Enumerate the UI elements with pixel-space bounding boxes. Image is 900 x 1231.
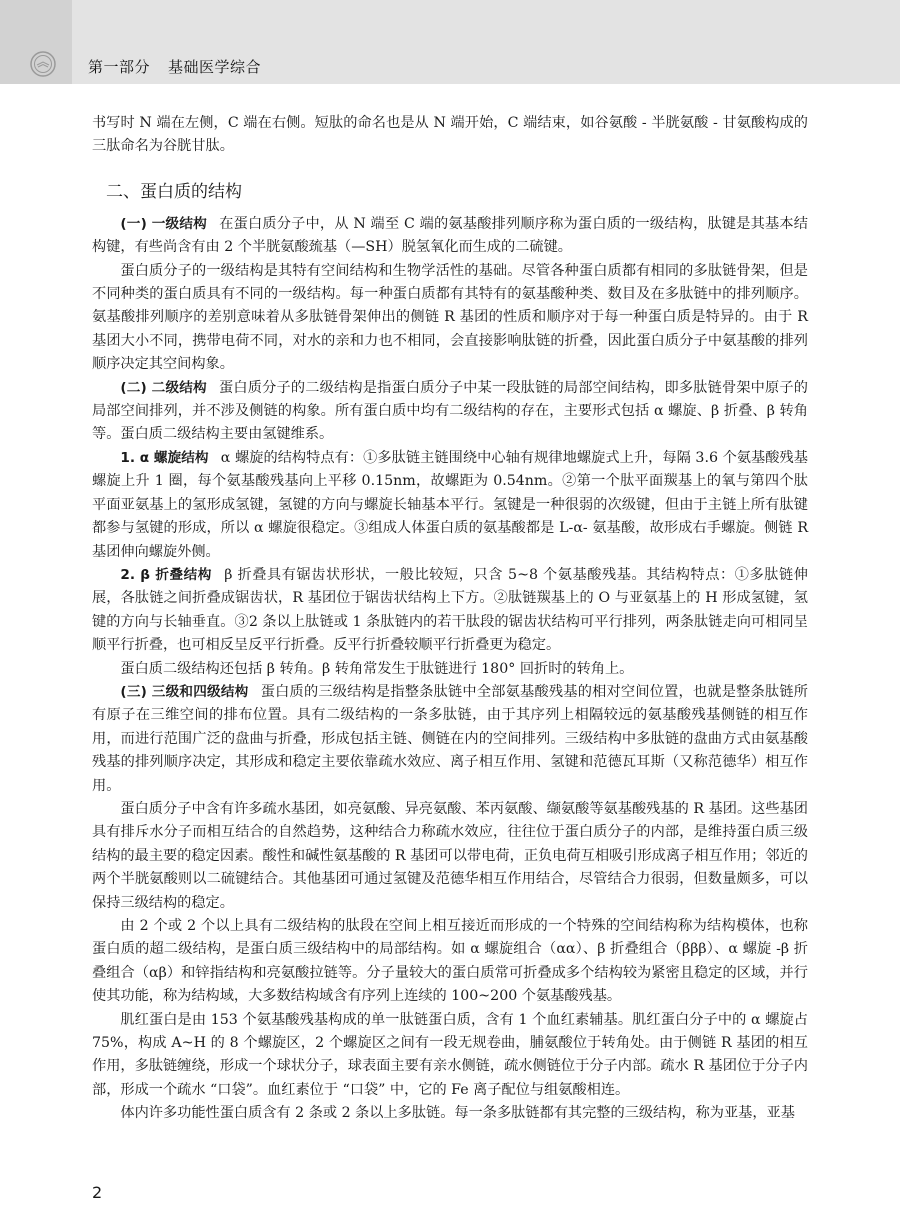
tertiary-structure-heading: (三) 三级和四级结构	[120, 683, 249, 700]
section-heading: 二、蛋白质的结构	[106, 181, 242, 202]
secondary-structure-text: 蛋白质分子的二级结构是指蛋白质分子中某一段肽链的局部空间结构，即多肽链骨架中原子的局部空间排列，并不涉及侧链的构象。所有蛋白质中均有二级结构的存在，主要形式包括 α 螺旋、β 折叠、β 转角等。蛋白质二级结构主要由氢键维系。	[92, 379, 808, 443]
tertiary-structure-paragraph	[92, 681, 808, 798]
main-content	[92, 112, 808, 1126]
alpha-helix-paragraph	[92, 447, 808, 564]
primary-structure-heading: (一) 一级结构	[120, 215, 207, 232]
beta-turn-paragraph: 蛋白质二级结构还包括 β 转角。β 转角常发生于肽链进行 180° 回折时的转角上。	[120, 660, 634, 677]
section-label: 基础医学综合	[168, 58, 262, 76]
secondary-structure-paragraph	[92, 377, 808, 447]
book-logo-icon	[30, 51, 56, 77]
hydrophobic-paragraph: 蛋白质分子中含有许多疏水基团，如亮氨酸、异亮氨酸、苯丙氨酸、缬氨酸等氨基酸残基的 R 基团。这些基团具有排斥水分子而相互结合的自然趋势，这种结合力称疏水效应，往往位于蛋白质分子的内部，是维持蛋白质三级结构的最主要的稳定因素。酸性和碱性氨基酸的 R 基团可以带电荷，正负电荷互相吸引形成离子相互作用；邻近的两个半胱氨酸则以二硫键结合。其他基团可通过氢键及范德华相互作用结合，尽管结合力很弱，但数量颇多，可以保持三级结构的稳定。	[92, 800, 808, 911]
beta-sheet-paragraph	[92, 564, 808, 658]
part-label: 第一部分	[88, 58, 151, 76]
intro-paragraph: 书写时 N 端在左侧，C 端在右侧。短肽的命名也是从 N 端开始，C 端结束，如谷氨酸 - 半胱氨酸 - 甘氨酸构成的三肽命名为谷胱甘肽。	[92, 115, 808, 155]
running-header	[88, 56, 261, 77]
secondary-structure-heading: (二) 二级结构	[120, 379, 207, 396]
alpha-helix-heading: 1. α 螺旋结构	[120, 449, 209, 466]
alpha-helix-text: α 螺旋的结构特点有：①多肽链主链围绕中心轴有规律地螺旋式上升，每隔 3.6 个氨基酸残基螺旋上升 1 圈，每个氨基酸残基向上平移 0.15nm，故螺距为 0.54nm。②第一个肽平面羰基上的氧与第四个肽平面亚氨基上的氢形成氢键，氢键的方向与螺旋长轴基本平行。氢键是一种很弱的次级键，但由于主链上所有肽键都参与氢键的形成，所以 α 螺旋很稳定。③组成人体蛋白质的氨基酸都是 L-α- 氨基酸，故形成右手螺旋。侧链 R 基团伸向螺旋外侧。	[92, 449, 808, 560]
primary-structure-text: 在蛋白质分子中，从 N 端至 C 端的氨基酸排列顺序称为蛋白质的一级结构，肽键是其基本结构键，有些尚含有由 2 个半胱氨酸巯基（—SH）脱氢氧化而生成的二硫键。	[92, 215, 808, 256]
primary-structure-paragraph-2: 蛋白质分子的一级结构是其特有空间结构和生物学活性的基础。尽管各种蛋白质都有相同的多肽链骨架，但是不同种类的蛋白质具有不同的一级结构。每一种蛋白质都有其特有的氨基酸种类、数目及在多肽链中的排列顺序。氨基酸排列顺序的差别意味着从多肽链骨架伸出的侧链 R 基团的性质和顺序对于每一种蛋白质是特异的。由于 R 基团大小不同，携带电荷不同，对水的亲和力也不相同，会直接影响肽链的折叠，因此蛋白质分子中氨基酸的排列顺序决定其空间构象。	[92, 262, 808, 373]
beta-sheet-text: β 折叠具有锯齿状形状，一般比较短，只含 5~8 个氨基酸残基。其结构特点：①多肽链伸展，各肽链之间折叠成锯齿状，R 基团位于锯齿状结构上下方。②肽链羰基上的 O 与亚氨基上的 H 形成氢键，氢键的方向与长轴垂直。③2 条以上肽链或 1 条肽链内的若干肽段的锯齿状结构可平行排列，两条肽链走向可相同呈顺平行折叠，也可相反呈反平行折叠。反平行折叠较顺平行折叠更为稳定。	[92, 566, 808, 654]
beta-sheet-heading: 2. β 折叠结构	[120, 566, 212, 583]
tertiary-structure-text: 蛋白质的三级结构是指整条肽链中全部氨基酸残基的相对空间位置，也就是整条肽链所有原子在三维空间的排布位置。具有二级结构的一条多肽链，由于其序列上相隔较远的氨基酸残基侧链的相互作用，而进行范围广泛的盘曲与折叠，形成包括主链、侧链在内的空间排列。三级结构中多肽链的盘曲方式由氨基酸残基的排列顺序决定，其形成和稳定主要依靠疏水效应、离子相互作用、氢键和范德瓦耳斯（又称范德华）相互作用。	[92, 683, 808, 794]
motif-paragraph: 由 2 个或 2 个以上具有二级结构的肽段在空间上相互接近而形成的一个特殊的空间结构称为结构模体，也称蛋白质的超二级结构，是蛋白质三级结构中的局部结构。如 α 螺旋组合（αα）、β 折叠组合（βββ）、α 螺旋 -β 折叠组合（αβ）和锌指结构和亮氨酸拉链等。分子量较大的蛋白质常可折叠成多个结构较为紧密且稳定的区域，并行使其功能，称为结构域，大多数结构域含有序列上连续的 100~200 个氨基酸残基。	[92, 918, 808, 1005]
myoglobin-paragraph: 肌红蛋白是由 153 个氨基酸残基构成的单一肽链蛋白质，含有 1 个血红素辅基。肌红蛋白分子中的 α 螺旋占 75%，构成 A~H 的 8 个螺旋区，2 个螺旋区之间有一段无规卷曲，脯氨酸位于转角处。由于侧链 R 基团的相互作用，多肽链缠绕，形成一个球状分子，球表面主要有亲水侧链，疏水侧链位于分子内部。疏水 R 基团位于分子内部，形成一个疏水 “口袋”。血红素位于 “口袋” 中，它的 Fe 离子配位与组氨酸相连。	[92, 1011, 808, 1098]
subunit-paragraph: 体内许多功能性蛋白质含有 2 条或 2 条以上多肽链。每一条多肽链都有其完整的三级结构，称为亚基，亚基	[120, 1105, 795, 1122]
primary-structure-paragraph	[92, 213, 808, 260]
page-number: 2	[92, 1183, 103, 1202]
